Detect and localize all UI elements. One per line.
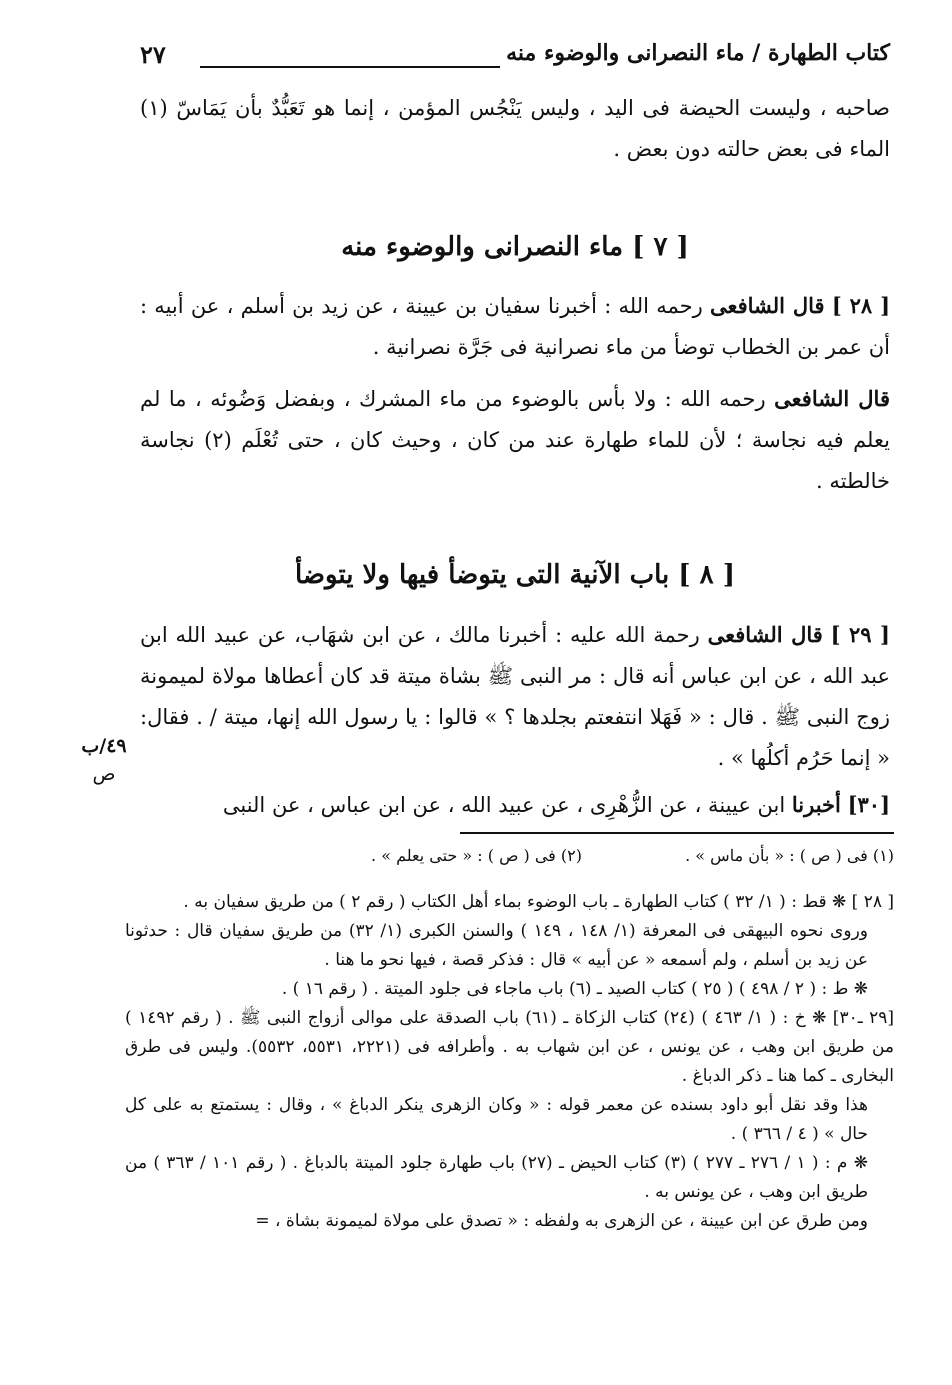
folio-ref: ٤٩/ب xyxy=(81,735,127,757)
note-28-a: [ ٢٨ ] ❋ قط : ( ١/ ٣٢ ) كتاب الطهارة ـ باب الوضوء بماء أهل الكتاب ( رقم ٢ ) من طريق سفيان به . xyxy=(183,892,894,912)
header-rule xyxy=(200,66,500,68)
paragraph-text: ابن عيينة ، عن الزُّهْرِى ، عن عبيد الله ، عن ابن عباس ، عن النبى xyxy=(222,793,786,817)
section-8-heading: [ ٨ ] باب الآنية التى يتوضأ فيها ولا يتوضأ xyxy=(294,560,735,590)
paragraph-text: رحمة الله عليه : أخبرنا مالك ، عن ابن شهَاب، عن عبيد الله ابن عبد الله ، عن ابن عباس أنه قال : مر النبى ﷺ بشاة ميتة قد كان أعطاها مولاة لميمونة زوج النبى ﷺ . قال : « فَهَلا انتفعتم بجلدها ؟ » قالوا : يا رسول الله إنها، ميتة / . فقال: « إنما حَرُم أكلُها » . xyxy=(140,623,890,770)
paragraph-30 xyxy=(140,784,890,826)
running-title: كتاب الطهارة / ماء النصرانى والوضوء منه xyxy=(506,40,890,66)
paragraph-shafii-ruling xyxy=(140,378,890,502)
hadith-number: [ ٢٩ ] xyxy=(830,622,890,647)
manuscript-siglum: ص xyxy=(92,763,116,785)
paragraph-28 xyxy=(140,285,890,368)
note-29-a: [٢٩ ـ٣٠] ❋ خ : ( ١/ ٤٦٣ ) (٢٤) كتاب الزكاة ـ (٦١) باب الصدقة على موالى أزواج النبى ﷺ . ( رقم ١٤٩٢ ) من طريق ابن وهب ، عن يونس ، عن ابن شهاب به . وأطرافه فى (٢٢٢١، ٥٥٣١، ٥٥٣٢). وليس فى طرق البخارى ـ كما هنا ـ ذكر الدباغ . xyxy=(125,1008,895,1086)
paragraph-29 xyxy=(140,614,890,779)
footnote-2: (٢) فى ( ص ) : « حتى يعلم » . xyxy=(371,846,582,865)
running-header xyxy=(140,40,890,80)
note-28-c: ❋ ط : ( ٢ / ٤٩٨ ) ( ٢٥ ) كتاب الصيد ـ (٦) باب ماجاء فى جلود الميتة . ( رقم ١٦ ) . xyxy=(281,979,868,999)
footnote-1: (١) فى ( ص ) : « بأن ماس » . xyxy=(685,846,894,865)
intro-paragraph xyxy=(140,88,890,170)
speaker: قال الشافعى xyxy=(774,386,890,411)
speaker: أخبرنا xyxy=(791,792,841,817)
paragraph-text: رحمه الله : أخبرنا سفيان بن عيينة ، عن زيد بن أسلم ، عن أبيه : أن عمر بن الخطاب توضأ من ماء نصرانية فى جَرَّة نصرانية . xyxy=(140,294,890,359)
speaker: قال الشافعى xyxy=(707,622,823,647)
footnote-rule xyxy=(460,832,894,834)
note-29-c: ❋ م : ( ١ / ٢٧٦ ـ ٢٧٧ ) (٣) كتاب الحيض ـ (٢٧) باب طهارة جلود الميتة بالدباغ . ( رقم ١٠١ / ٣٦٣ ) من طريق ابن وهب ، عن يونس به . xyxy=(125,1153,868,1202)
section-7-heading: [ ٧ ] ماء النصرانى والوضوء منه xyxy=(341,232,689,262)
hadith-number: [ ٢٨ ] xyxy=(831,293,891,318)
hadith-number: [٣٠] xyxy=(847,792,890,817)
note-29-d: ومن طرق عن ابن عيينة ، عن الزهرى به ولفظه : « تصدق على مولاة لميمونة بشاة ، = xyxy=(255,1211,868,1231)
note-28-b: وروى نحوه البيهقى فى المعرفة (١/ ١٤٨ ، ١٤٩ ) والسنن الكبرى (١/ ٣٢) من طريق سفيان قال : حدثونا عن زيد بن أسلم ، ولم أسمعه « عن أبيه » قال : فذكر قصة ، فيها نحو ما هنا . xyxy=(125,921,868,970)
speaker: قال الشافعى xyxy=(709,293,825,318)
manuscript-folio-note xyxy=(74,732,134,788)
takhrij-notes xyxy=(125,888,894,1236)
intro-text: صاحبه ، وليست الحيضة فى اليد ، وليس يَنْجُس المؤمن ، إنما هو تَعَبُّدٌ بأن يَمَاسّ (١) الماء فى بعض حالته دون بعض . xyxy=(140,96,890,161)
paragraph-text: رحمه الله : ولا بأس بالوضوء من ماء المشرك ، وبفضل وَضُوئه ، ما لم يعلم فيه نجاسة ؛ لأن للماء طهارة عند من كان ، وحيث كان ، حتى تُعْلَم (٢) نجاسة خالطته . xyxy=(140,387,890,493)
note-29-b: هذا وقد نقل أبو داود بسنده عن معمر قوله : « وكان الزهرى ينكر الدباغ » ، وقال : يستمتع به على كل حال » ( ٤ / ٣٦٦ ) . xyxy=(125,1095,868,1144)
page-number: ٢٧ xyxy=(140,40,166,69)
